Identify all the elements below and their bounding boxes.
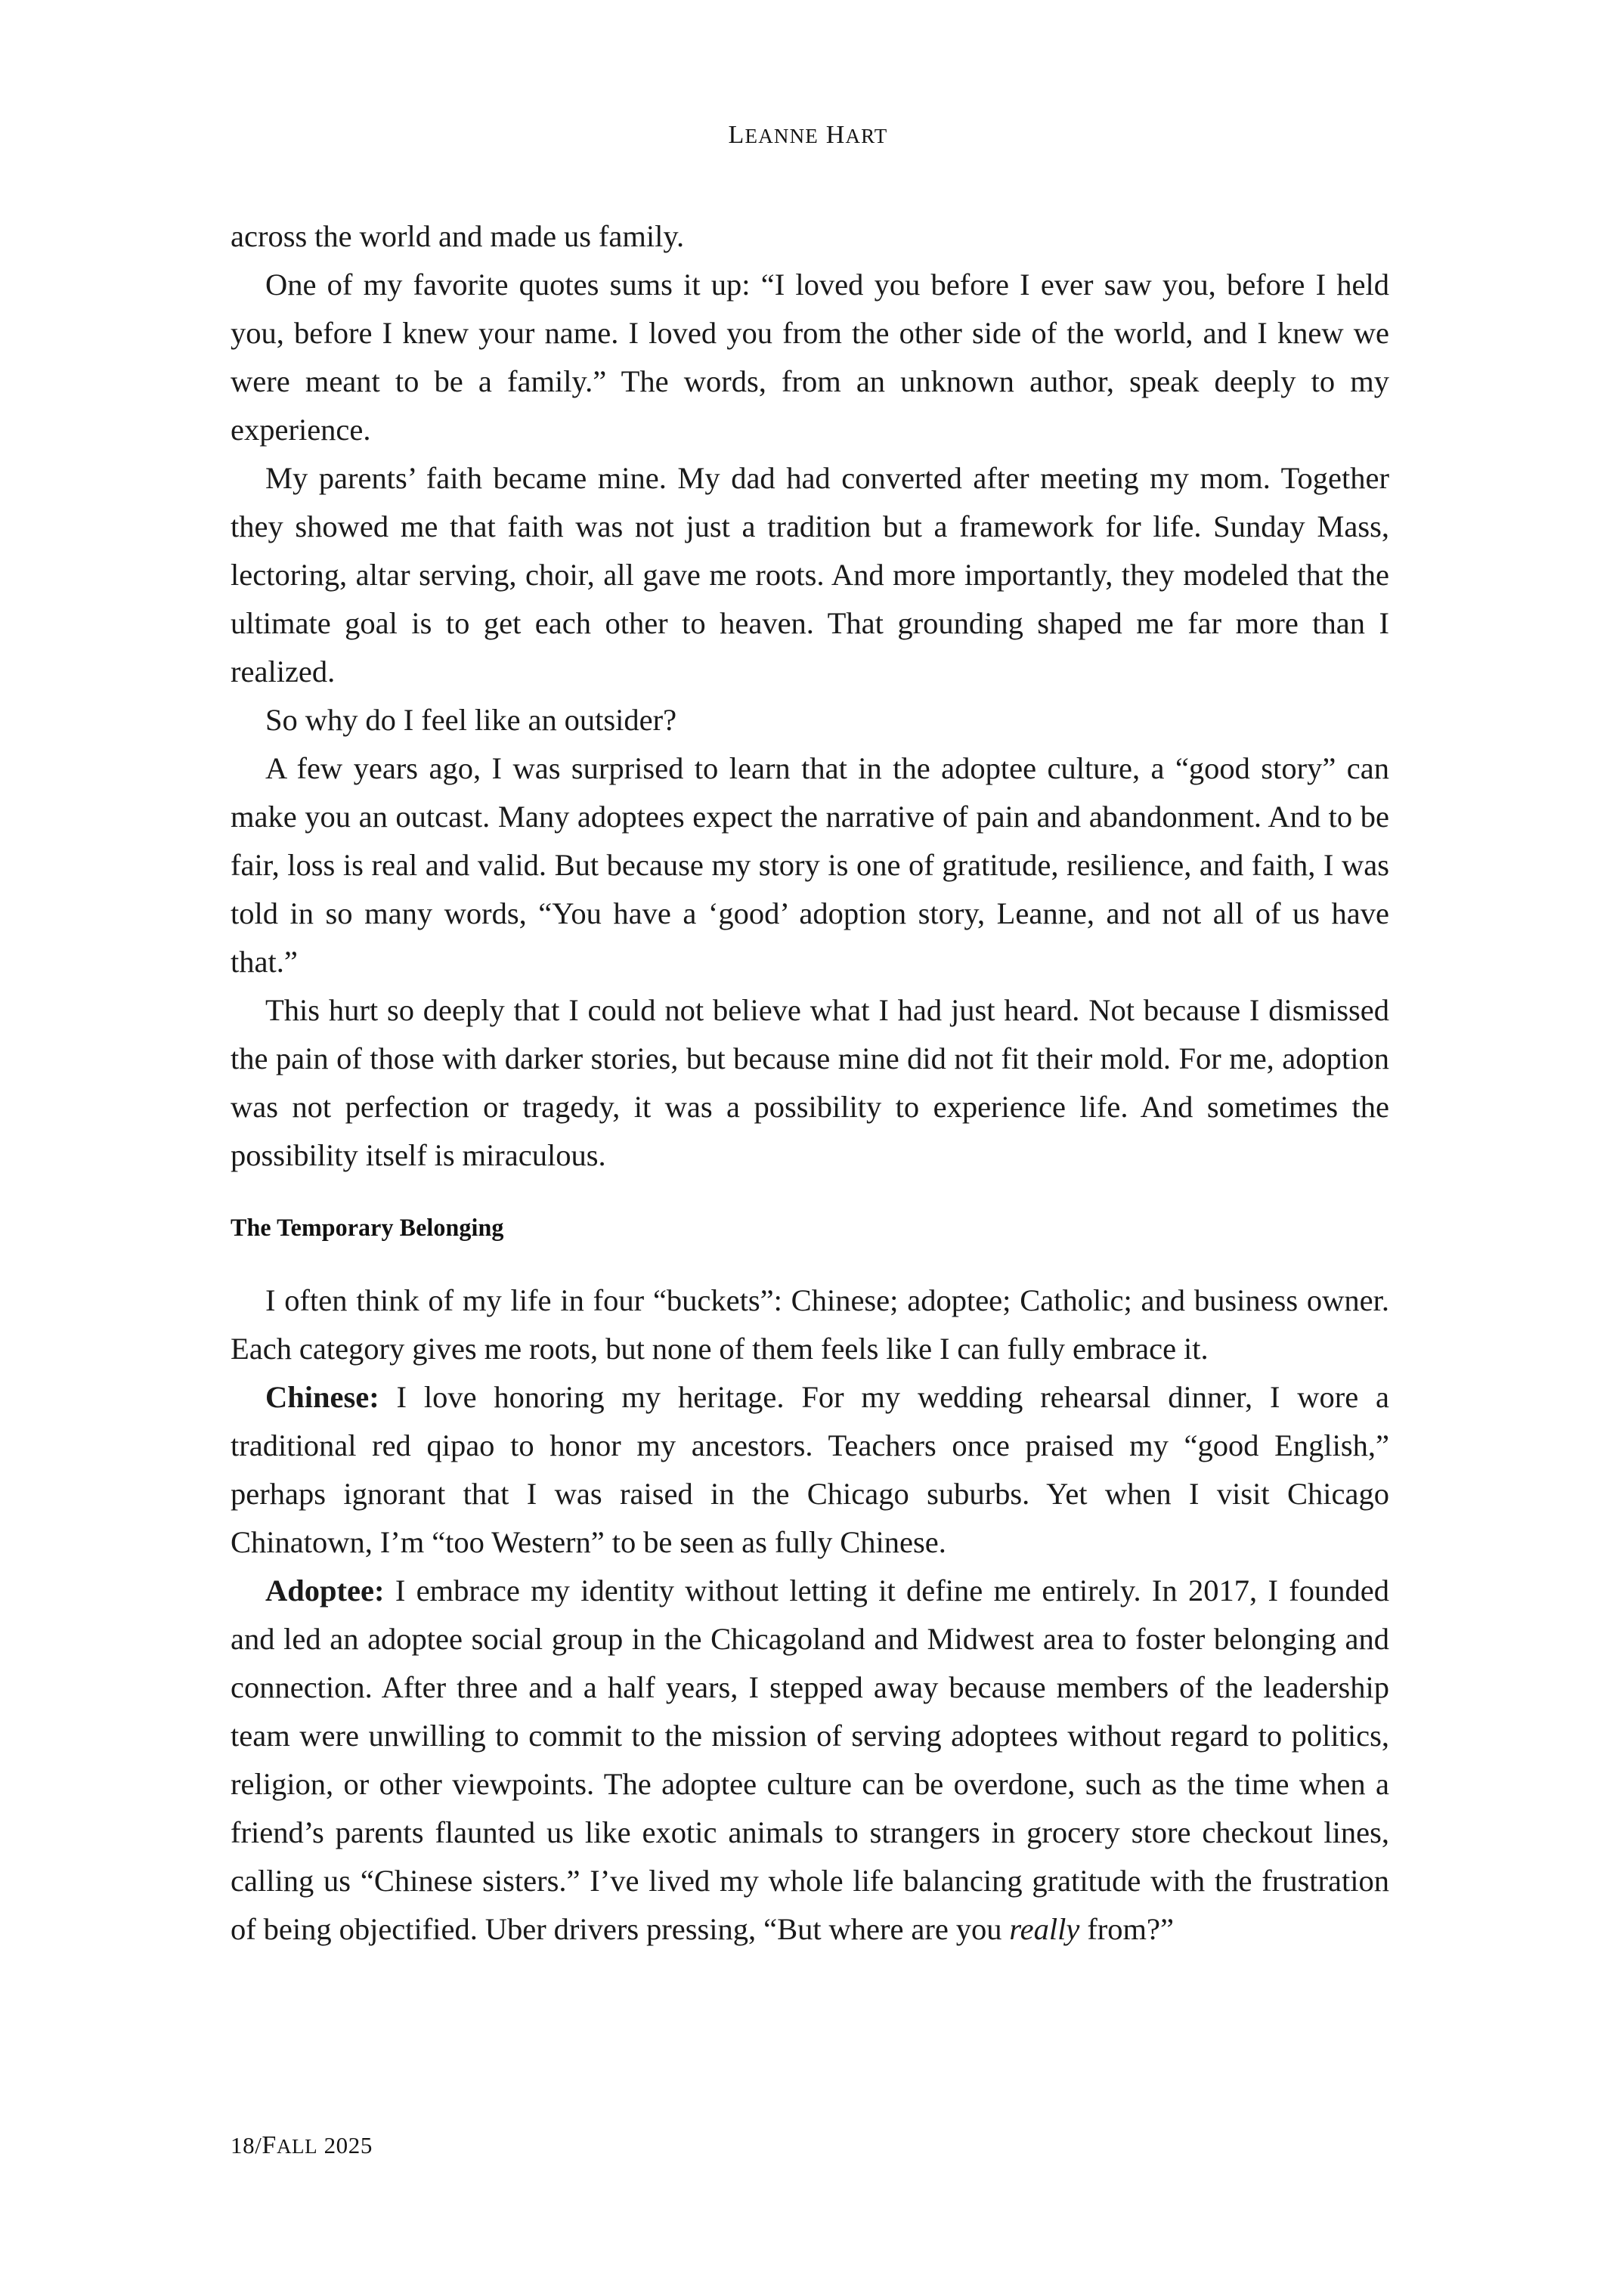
folio-year: 2025 — [317, 2132, 373, 2158]
emphasis-really: really — [1009, 1912, 1080, 1946]
paragraph-adoptee — [231, 1567, 1389, 1954]
paragraph-why-outsider: So why do I feel like an outsider? — [265, 703, 677, 737]
folio-page-number: 18 — [231, 2132, 255, 2158]
running-head — [0, 121, 1616, 150]
paragraph-four-buckets: I often think of my life in four “buckets”: Chinese; adoptee; Catholic; and business owner. Each category gives me roots, but none of them feels like I can fully embrace it. — [231, 1283, 1389, 1366]
section-heading-temporary-belonging: The Temporary Belonging — [231, 1215, 504, 1242]
running-head-initial-last — [819, 121, 826, 149]
paragraph-adoptee-text-before-italic: I embrace my identity without letting it define me entirely. In 2017, I founded and led an adoptee social group in the Chicagoland and Midwest area to foster belonging and connection. After three and a half years, I stepped away because members of the leadership team were unwilling to commit to the mission of serving adoptees without regard to politics, religion, or other viewpoints. The adoptee culture can be overdone, such as the time when a friend’s parents flaunted us like exotic animals to strangers in grocery store checkout lines, calling us “Chinese sisters.” I’ve lived my whole life balancing gratitude with the frustration of being objectified. Uber drivers pressing, “But where are you — [231, 1573, 1389, 1946]
heading-spacer-below — [231, 1243, 1389, 1276]
paragraph-few-years-ago: A few years ago, I was surprised to learn that in the adoptee culture, a “good story” can make you an outcast. Many adoptees expect the narrative of pain and abandonment. And to be fair, loss is real and valid. But because my story is one of gratitude, resilience, and faith, I was told in so many words, “You have a ‘good’ adoption story, Leanne, and not all of us have that.” — [231, 751, 1389, 979]
text-column — [231, 212, 1389, 1954]
heading-spacer-above — [231, 1180, 1389, 1213]
lead-in-chinese: Chinese: — [265, 1380, 379, 1414]
running-head-smallcaps-first: EANNE — [745, 125, 819, 147]
paragraph-parents-faith: My parents’ faith became mine. My dad had converted after meeting my mom. Together they showed me that faith was not just a tradition but a framework for life. Sunday Mass, lectoring, altar serving, choir, all gave me roots. And more importantly, they modeled that the ultimate goal is to get each other to heaven. That grounding shaped me far more than I realized. — [231, 461, 1389, 688]
folio-season-smallcaps: ALL — [276, 2135, 318, 2158]
paragraph-chinese-text: I love honoring my heritage. For my wedding rehearsal dinner, I wore a traditional red qipao to honor my ancestors. Teachers once praised my “good English,” perhaps ignorant that I was raised in the Chicago suburbs. Yet when I visit Chicago Chinatown, I’m “too Western” to be seen as fully Chinese. — [231, 1380, 1389, 1559]
folio-season-initial: F — [262, 2131, 277, 2159]
running-head-initial-first: L — [728, 121, 745, 149]
folio-separator: / — [255, 2132, 262, 2158]
paragraph-favorite-quote: One of my favorite quotes sums it up: “I loved you before I ever saw you, before I held you, before I knew your name. I loved you from the other side of the world, and I knew we were meant to be a family.” The words, from an unknown author, speak deeply to my experience. — [231, 268, 1389, 447]
paragraph-chinese — [231, 1373, 1389, 1567]
running-head-initial-second: H — [825, 121, 846, 149]
paragraph-adoptee-text-after-italic: from?” — [1079, 1912, 1174, 1946]
lead-in-adoptee: Adoptee: — [265, 1573, 385, 1608]
folio — [231, 2131, 373, 2160]
running-head-smallcaps-second: ART — [845, 125, 888, 147]
paragraph-this-hurt: This hurt so deeply that I could not believe what I had just heard. Not because I dismissed the pain of those with darker stories, but because mine did not fit their mold. For me, adoption was not perfection or tragedy, it was a possibility to experience life. And sometimes the possibility itself is miraculous. — [231, 993, 1389, 1172]
paragraph-across-world: across the world and made us family. — [231, 219, 685, 253]
